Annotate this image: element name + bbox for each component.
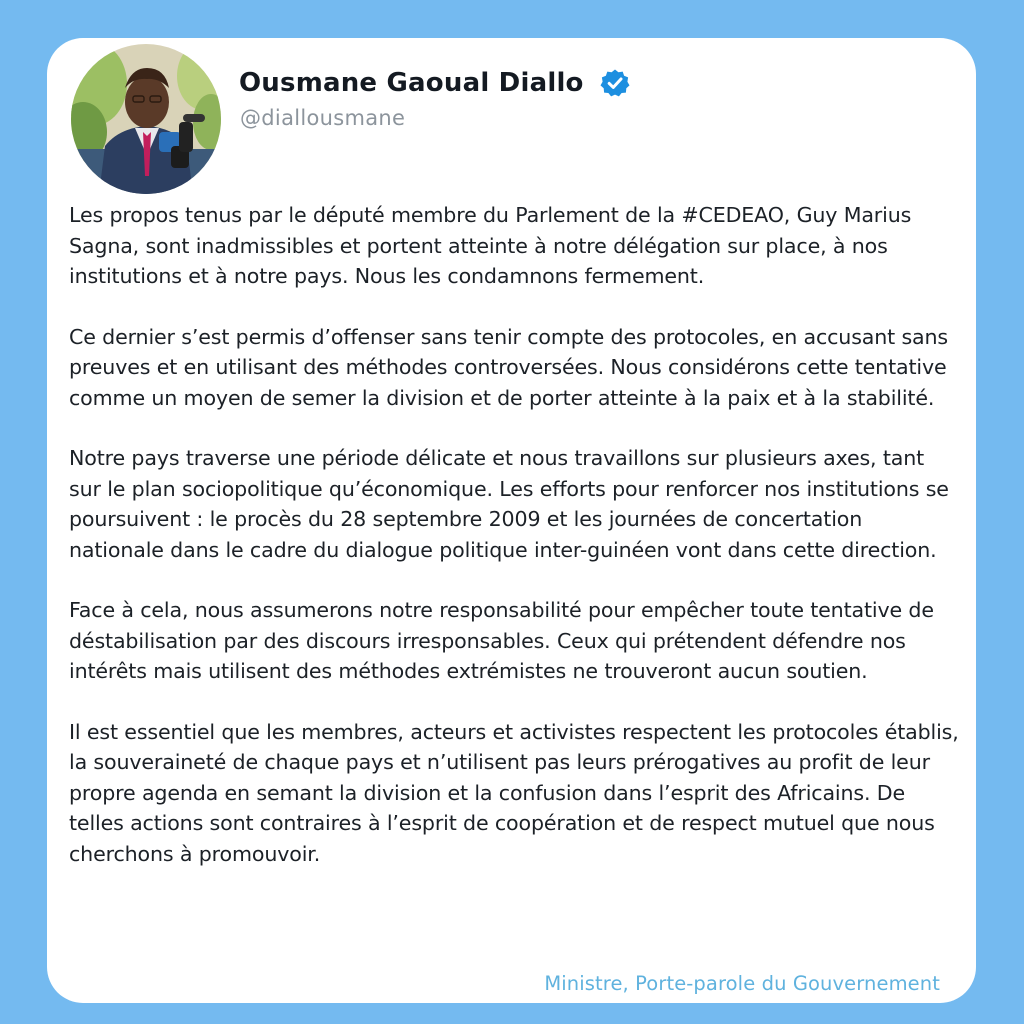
author-handle[interactable]: @diallousmane [240,106,406,130]
author-title-signature: Ministre, Porte-parole du Gouvernement [544,972,940,995]
post-paragraph: Il est essentiel que les membres, acteurs et activistes respectent les protocoles établis, la souveraineté de chaque pays et n’utilisent pas leurs prérogatives au profit de leur propre agenda en semant la division et la confusion dans l’esprit des Africains. De telles actions sont contraires à l’esprit de coopération et de respect mutuel que nous cherchons à promouvoir. [69,719,959,866]
post-body [69,200,959,869]
avatar-photo [71,44,221,194]
post-card [47,38,976,1003]
author-name[interactable]: Ousmane Gaoual Diallo [239,68,584,98]
post-paragraph: Notre pays traverse une période délicate et nous travaillons sur plusieurs axes, tant sur le plan sociopolitique qu’économique. Les efforts pour renforcer nos institutions se poursuivent : le procès du 28 septembre 2009 et les journées de concertation nationale dans le cadre du dialogue politique inter-guinéen vont dans cette direction. [69,446,949,562]
post-paragraph: Les propos tenus par le député membre du Parlement de la #CEDEAO, Guy Marius Sagna, sont inadmissibles et portent atteinte à notre délégation sur place, à nos institutions et à notre pays. Nous les condamnons fermement. [69,203,912,288]
post-paragraph: Face à cela, nous assumerons notre responsabilité pour empêcher toute tentative de déstabilisation par des discours irresponsables. Ceux qui prétendent défendre nos intérêts mais utilisent des méthodes extrémistes ne trouveront aucun soutien. [69,598,934,683]
verified-badge-icon [600,68,630,98]
avatar[interactable] [71,44,221,194]
post-paragraph: Ce dernier s’est permis d’offenser sans tenir compte des protocoles, en accusant sans preuves et en utilisant des méthodes controversées. Nous considérons cette tentative comme un moyen de semer la division et de porter atteinte à la paix et à la stabilité. [69,324,949,410]
